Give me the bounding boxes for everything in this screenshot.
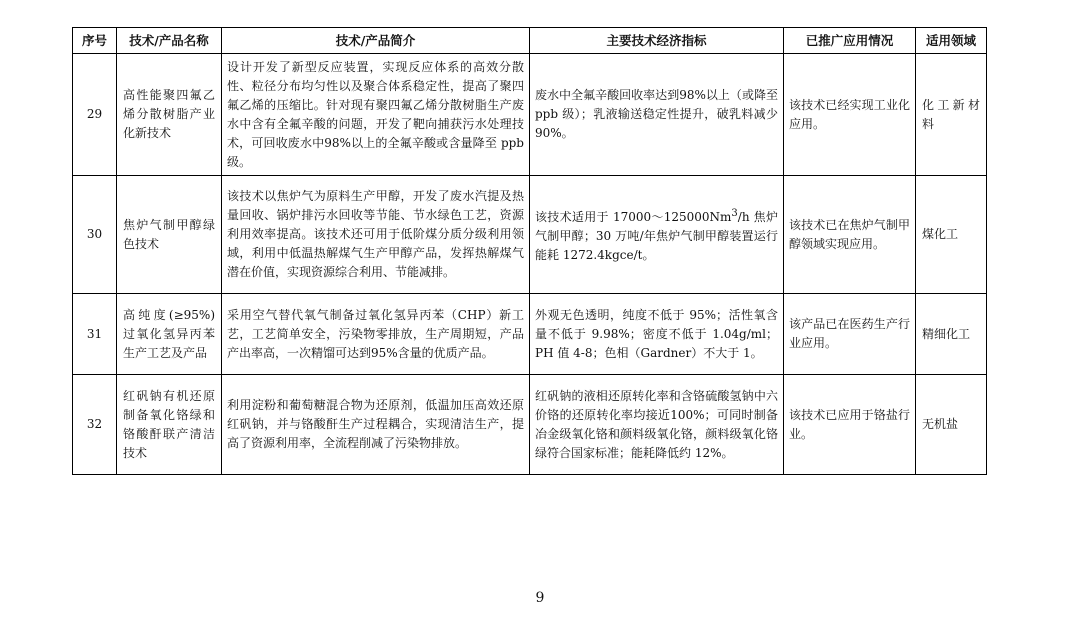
row-number: 30 — [73, 176, 117, 294]
application-field: 精细化工 — [916, 294, 987, 375]
application-status: 该技术已在焦炉气制甲醇领域实现应用。 — [784, 176, 916, 294]
header-intro: 技术/产品简介 — [222, 28, 530, 54]
table-row — [73, 176, 987, 294]
technical-metrics: 红矾钠的液相还原转化率和含铬硫酸氢钠中六价铬的还原转化率均接近100%；可同时制备冶金级氧化铬和颜料级氧化铬，颜料级氧化铬绿符合国家标准；能耗降低约 12%。 — [530, 375, 784, 475]
application-field: 化工新材料 — [916, 54, 987, 176]
technology-intro: 采用空气替代氧气制备过氧化氢异丙苯（CHP）新工艺，工艺简单安全，污染物零排放，生产周期短，产品产出率高，一次精馏可达到95%含量的优质产品。 — [222, 294, 530, 375]
application-status: 该产品已在医药生产行业应用。 — [784, 294, 916, 375]
technology-name: 焦炉气制甲醇绿色技术 — [117, 176, 222, 294]
application-field: 煤化工 — [916, 176, 987, 294]
application-field: 无机盐 — [916, 375, 987, 475]
row-number: 31 — [73, 294, 117, 375]
technology-name: 高纯度(≥95%)过氧化氢异丙苯生产工艺及产品 — [117, 294, 222, 375]
table-header-row — [73, 28, 987, 54]
metrics-text-end: /h 焦炉气制甲醇；30 万吨/年焦炉气制甲醇装置运行能耗 1272.4kgce/t。 — [535, 210, 778, 262]
page-number: 9 — [535, 590, 545, 606]
technology-intro: 该技术以焦炉气为原料生产甲醇，开发了废水汽提及热量回收、锅炉排污水回收等节能、节水绿色工艺，资源利用效率提高。该技术还可用于低阶煤分质分级利用领域，利用中低温热解煤气生产甲醇产品，发挥热解煤气潜在价值，实现资源综合利用、节能减排。 — [222, 176, 530, 294]
technical-metrics: 废水中全氟辛酸回收率达到98%以上（或降至 ppb 级）；乳液输送稳定性提升，破乳料减少 90%。 — [530, 54, 784, 176]
technology-intro: 利用淀粉和葡萄糖混合物为还原剂，低温加压高效还原红矾钠，并与铬酸酐生产过程耦合，实现清洁生产，提高了资源利用率，全流程削减了污染物排放。 — [222, 375, 530, 475]
technology-name: 红矾钠有机还原制备氧化铬绿和铬酸酐联产清洁技术 — [117, 375, 222, 475]
header-name: 技术/产品名称 — [117, 28, 222, 54]
technology-name: 高性能聚四氟乙烯分散树脂产业化新技术 — [117, 54, 222, 176]
technology-table — [72, 27, 987, 475]
table-row — [73, 294, 987, 375]
header-status: 已推广应用情况 — [784, 28, 916, 54]
application-status: 该技术已应用于铬盐行业。 — [784, 375, 916, 475]
table-row — [73, 54, 987, 176]
row-number: 29 — [73, 54, 117, 176]
technology-intro: 设计开发了新型反应装置，实现反应体系的高效分散性、粒径分布均匀性以及聚合体系稳定性，提高了聚四氟乙烯的压缩比。针对现有聚四氟乙烯分散树脂生产废水中含有全氟辛酸的问题，开发了靶向捕获污水处理技术，可回收废水中98%以上的全氟辛酸或含量降至 ppb 级。 — [222, 54, 530, 176]
header-field: 适用领域 — [916, 28, 987, 54]
row-number: 32 — [73, 375, 117, 475]
metrics-text-start: 该技术适用于 17000～125000Nm — [535, 210, 732, 224]
header-no: 序号 — [73, 28, 117, 54]
application-status: 该技术已经实现工业化应用。 — [784, 54, 916, 176]
technical-metrics: 外观无色透明，纯度不低于 95%；活性氧含量不低于 9.98%；密度不低于 1.04g/ml；PH 值 4-8；色相（Gardner）不大于 1。 — [530, 294, 784, 375]
header-metrics: 主要技术经济指标 — [530, 28, 784, 54]
metrics-superscript: 3 — [731, 208, 738, 219]
technical-metrics — [530, 176, 784, 294]
table-row — [73, 375, 987, 475]
